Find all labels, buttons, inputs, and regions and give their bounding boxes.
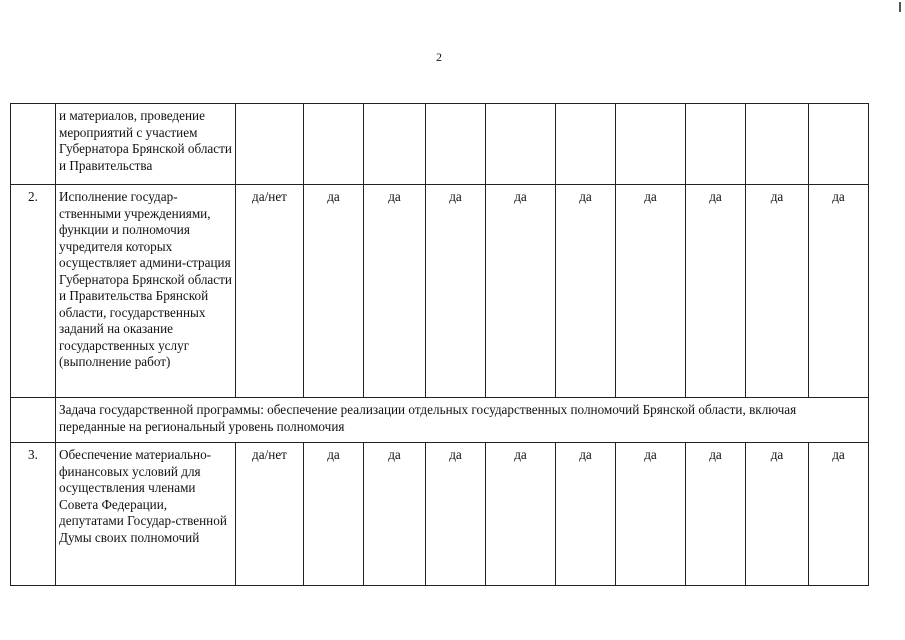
indicator-name: Исполнение государ-ственными учреждениями, функции и полномочия учредителя которых осуществляет админи-страция Губернатора Брянской области и Правительства Брянской области, государственных заданий на оказание государственных услуг (выполнение работ) [56,185,236,398]
value-cell: да [556,443,616,586]
indicators-table [10,103,869,586]
row-number [11,104,56,185]
value-cell: да [486,443,556,586]
table-row [11,398,869,443]
value-cell: да [364,185,426,398]
indicator-name: и материалов, проведение мероприятий с участием Губернатора Брянской области и Правительства [56,104,236,185]
value-cell: да [686,185,746,398]
value-cell: да [809,185,869,398]
value-cell [616,104,686,185]
value-cell [809,104,869,185]
unit-cell [236,104,304,185]
row-number: 2. [11,185,56,398]
value-cell [746,104,809,185]
value-cell [486,104,556,185]
value-cell: да [426,443,486,586]
table-row [11,104,869,185]
page-number: 2 [436,50,442,64]
value-cell [304,104,364,185]
value-cell: да [304,443,364,586]
value-cell [686,104,746,185]
value-cell: да [486,185,556,398]
value-cell: да [426,185,486,398]
unit-cell: да/нет [236,185,304,398]
value-cell [556,104,616,185]
value-cell [364,104,426,185]
value-cell: да [746,443,809,586]
value-cell: да [686,443,746,586]
value-cell: да [304,185,364,398]
value-cell: да [616,443,686,586]
scan-artifact [899,2,901,12]
value-cell: да [616,185,686,398]
value-cell: да [746,185,809,398]
value-cell [426,104,486,185]
value-cell: да [364,443,426,586]
table-row [11,443,869,586]
value-cell: да [809,443,869,586]
row-number [11,398,56,443]
indicator-name: Обеспечение материально-финансовых условий для осуществления членами Совета Федерации, депутатами Государ-ственной Думы своих полномочий [56,443,236,586]
unit-cell: да/нет [236,443,304,586]
value-cell: да [556,185,616,398]
row-number: 3. [11,443,56,586]
program-goal: Задача государственной программы: обеспечение реализации отдельных государственных полномочий Брянской области, включая переданные на региональный уровень полномочия [56,398,869,443]
table-row [11,185,869,398]
